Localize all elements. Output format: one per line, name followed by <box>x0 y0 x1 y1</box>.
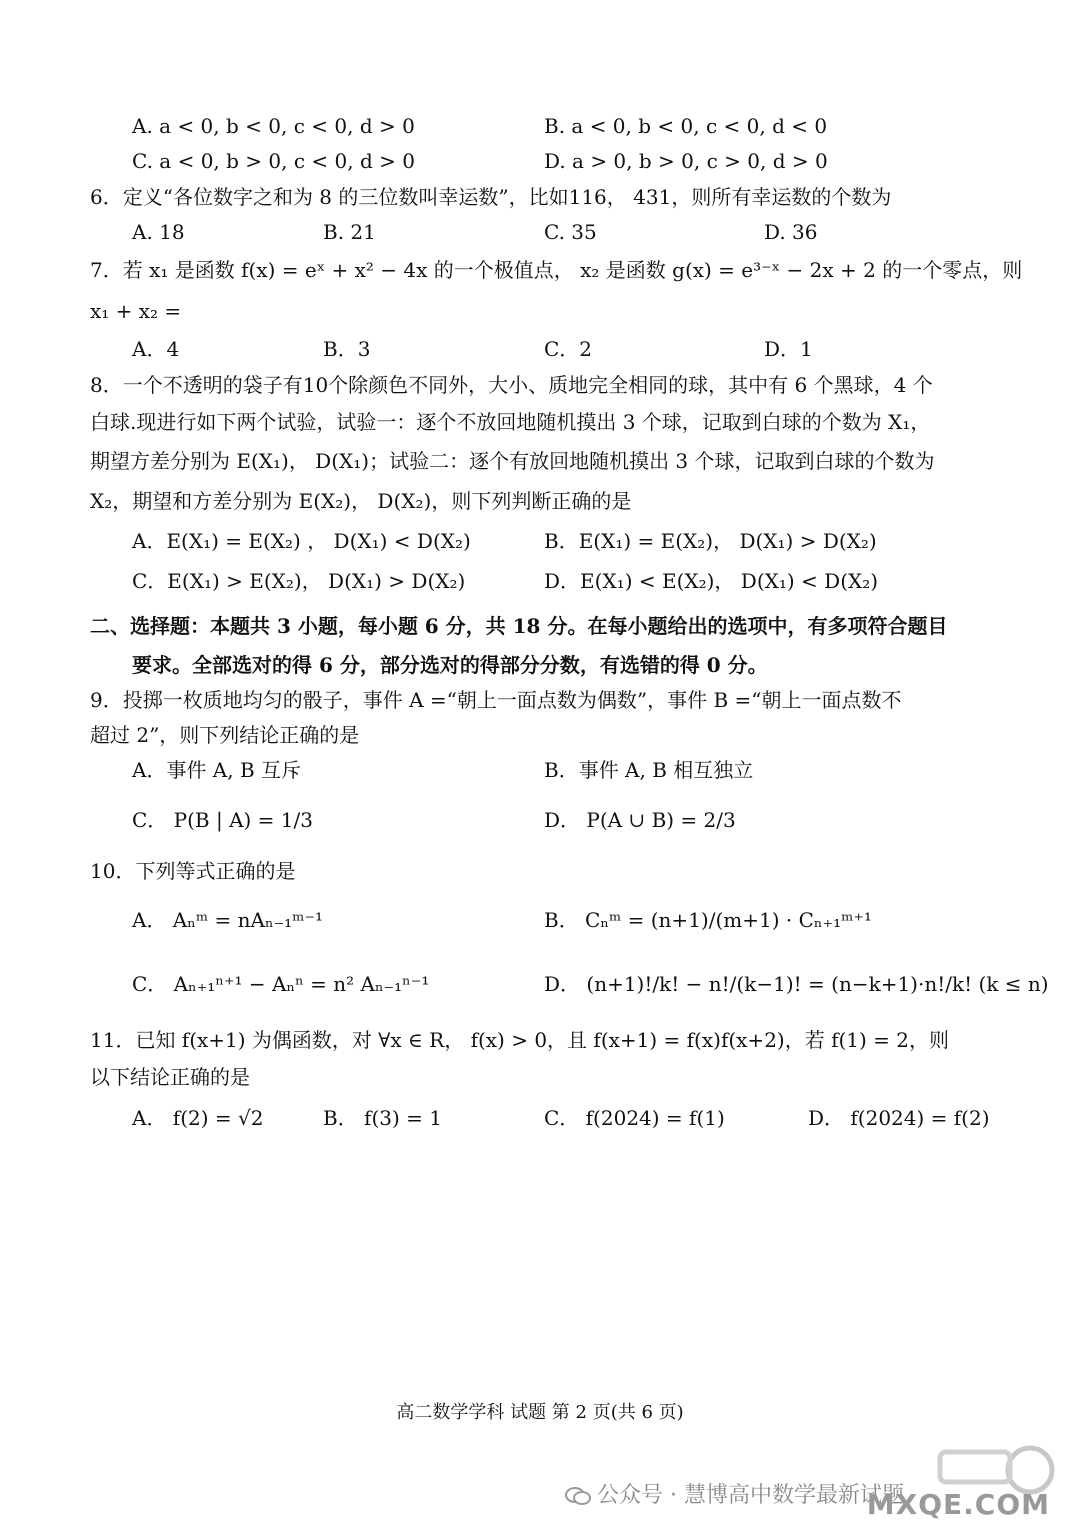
q8-option-b: B．E(X₁) = E(X₂)， D(X₁) > D(X₂) <box>544 529 877 553</box>
q11-option-d: D． f(2024) = f(2) <box>808 1106 990 1130</box>
q8-stem-line1: 8．一个不透明的袋子有10个除颜色不同外，大小、质地完全相同的球，其中有 6 个黑球，4 个 <box>90 373 933 397</box>
q5-option-c: C. a < 0, b > 0, c < 0, d > 0 <box>132 149 415 173</box>
q8-stem-line4: X₂，期望和方差分别为 E(X₂)， D(X₂)，则下列判断正确的是 <box>90 489 632 513</box>
q7-option-c: C．2 <box>544 337 593 361</box>
q10-option-c: C． Aₙ₊₁ⁿ⁺¹ − Aₙⁿ = n² Aₙ₋₁ⁿ⁻¹ <box>132 972 430 996</box>
watermark-label: 公众号 · 慧博高中数学最新试题 <box>597 1483 904 1508</box>
q7-option-d: D．1 <box>764 337 813 361</box>
q9-option-d: D． P(A ∪ B) = 2/3 <box>544 808 736 832</box>
q11-option-c: C． f(2024) = f(1) <box>544 1106 725 1130</box>
q8-stem-line2: 白球.现进行如下两个试验，试验一：逐个不放回地随机摸出 3 个球，记取到白球的个数为 X₁， <box>90 410 931 434</box>
q9-stem-line1: 9．投掷一枚质地均匀的骰子，事件 A =“朝上一面点数为偶数”，事件 B =“朝上一面点数不 <box>90 688 902 712</box>
q7-option-b: B．3 <box>323 337 371 361</box>
section2-heading-line2: 要求。全部选对的得 6 分，部分选对的得部分分数，有选错的得 0 分。 <box>132 653 768 677</box>
q7-option-a: A．4 <box>132 337 180 361</box>
watermark-text <box>565 1478 904 1509</box>
wechat-icon <box>565 1486 591 1506</box>
q10-option-d: D． (n+1)!/k! − n!/(k−1)! = (n−k+1)·n!/k! (k ≤ n) <box>544 972 1049 996</box>
q5-option-b: B. a < 0, b < 0, c < 0, d < 0 <box>544 114 828 138</box>
q7-stem-line1: 7．若 x₁ 是函数 f(x) = eˣ + x² − 4x 的一个极值点， x₂ 是函数 g(x) = e³⁻ˣ − 2x + 2 的一个零点，则 <box>90 258 1023 282</box>
q9-stem-line2: 超过 2”，则下列结论正确的是 <box>90 723 360 747</box>
page-footer: 高二数学学科 试题 第 2 页(共 6 页) <box>396 1402 684 1423</box>
q6-option-c: C. 35 <box>544 220 597 244</box>
q6-option-b: B. 21 <box>323 220 376 244</box>
q11-option-a: A． f(2) = √2 <box>132 1106 264 1130</box>
q10-stem: 10．下列等式正确的是 <box>90 859 296 883</box>
q5-option-d: D. a > 0, b > 0, c > 0, d > 0 <box>544 149 828 173</box>
q8-option-c: C．E(X₁) > E(X₂)， D(X₁) > D(X₂) <box>132 569 466 593</box>
q6-option-d: D. 36 <box>764 220 818 244</box>
q9-option-b: B．事件 A, B 相互独立 <box>544 758 754 782</box>
q6-option-a: A. 18 <box>132 220 185 244</box>
q11-stem-line1: 11．已知 f(x+1) 为偶函数，对 ∀x ∈ R， f(x) > 0，且 f(x+1) = f(x)f(x+2)，若 f(1) = 2，则 <box>90 1028 950 1052</box>
section2-heading-line1: 二、选择题：本题共 3 小题，每小题 6 分，共 18 分。在每小题给出的选项中，有多项符合题目 <box>90 614 948 638</box>
q10-option-b: B． Cₙᵐ = (n+1)/(m+1) · Cₙ₊₁ᵐ⁺¹ <box>544 908 872 932</box>
q11-option-b: B． f(3) = 1 <box>323 1106 442 1130</box>
q9-option-c: C． P(B | A) = 1/3 <box>132 808 313 832</box>
q10-option-a: A． Aₙᵐ = nAₙ₋₁ᵐ⁻¹ <box>132 908 324 932</box>
corner-watermark: MXQE.COM <box>866 1488 1050 1521</box>
q9-option-a: A．事件 A, B 互斥 <box>132 758 302 782</box>
q6-stem: 6．定义“各位数字之和为 8 的三位数叫幸运数”，比如116， 431，则所有幸运数的个数为 <box>90 185 892 209</box>
q8-stem-line3: 期望方差分别为 E(X₁)， D(X₁)；试验二：逐个有放回地随机摸出 3 个球，记取到白球的个数为 <box>90 449 935 473</box>
q8-option-a: A．E(X₁) = E(X₂) ， D(X₁) < D(X₂) <box>132 529 471 553</box>
q7-stem-line2: x₁ + x₂ = <box>90 299 182 323</box>
q11-stem-line2: 以下结论正确的是 <box>90 1065 250 1089</box>
q5-option-a: A. a < 0, b < 0, c < 0, d > 0 <box>132 114 415 138</box>
q8-option-d: D．E(X₁) < E(X₂)， D(X₁) < D(X₂) <box>544 569 879 593</box>
